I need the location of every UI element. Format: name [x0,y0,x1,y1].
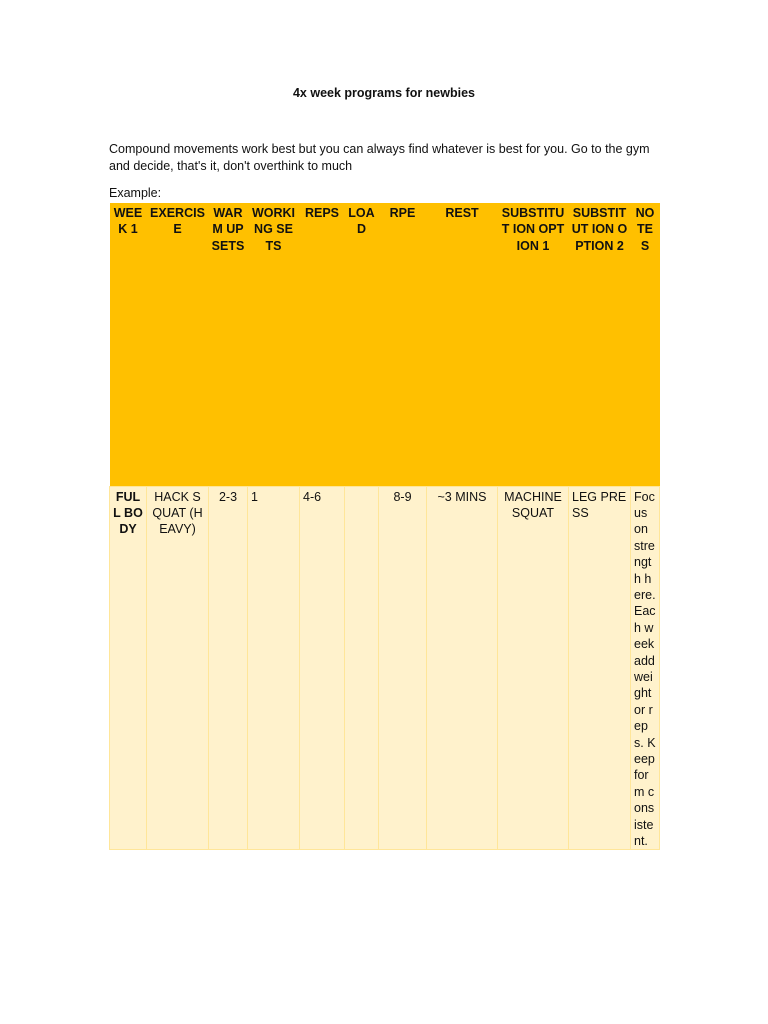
header-reps: REPS [300,203,345,486]
cell-rpe: 8-9 [379,486,427,850]
cell-substitution-2: LEG PRESS [569,486,631,850]
header-notes: NOTES [631,203,660,486]
header-week: WEEK 1 [110,203,147,486]
cell-substitution-1: MACHINE SQUAT [498,486,569,850]
table-row [110,486,660,850]
header-substitution-2: SUBSTITUT ION OPTION 2 [569,203,631,486]
cell-warm-up-sets: 2-3 [209,486,248,850]
cell-notes: Focus on strength here. Each week add weight or reps. Keep form consistent. [631,486,660,850]
header-rest: REST [427,203,498,486]
intro-paragraph: Compound movements work best but you can always find whatever is best for you. Go to the gym and decide, that's it, don't overthink to much [109,142,650,173]
example-label: Example: [109,186,162,200]
cell-load [345,486,379,850]
header-substitution-1: SUBSTITUT ION OPTION 1 [498,203,569,486]
cell-week: FULL BODY [110,486,147,850]
header-working-sets: WORKI NG SETS [248,203,300,486]
header-warm-up-sets: WARM UP SETS [209,203,248,486]
program-table [109,203,660,850]
table-header-row [110,203,660,486]
cell-rest: ~3 MINS [427,486,498,850]
cell-reps: 4-6 [300,486,345,850]
header-exercise: EXERCISE [147,203,209,486]
document-title: 4x week programs for newbies [292,86,475,100]
cell-working-sets: 1 [248,486,300,850]
cell-exercise: HACK SQUAT (HEAVY) [147,486,209,850]
header-load: LOAD [345,203,379,486]
header-rpe: RPE [379,203,427,486]
